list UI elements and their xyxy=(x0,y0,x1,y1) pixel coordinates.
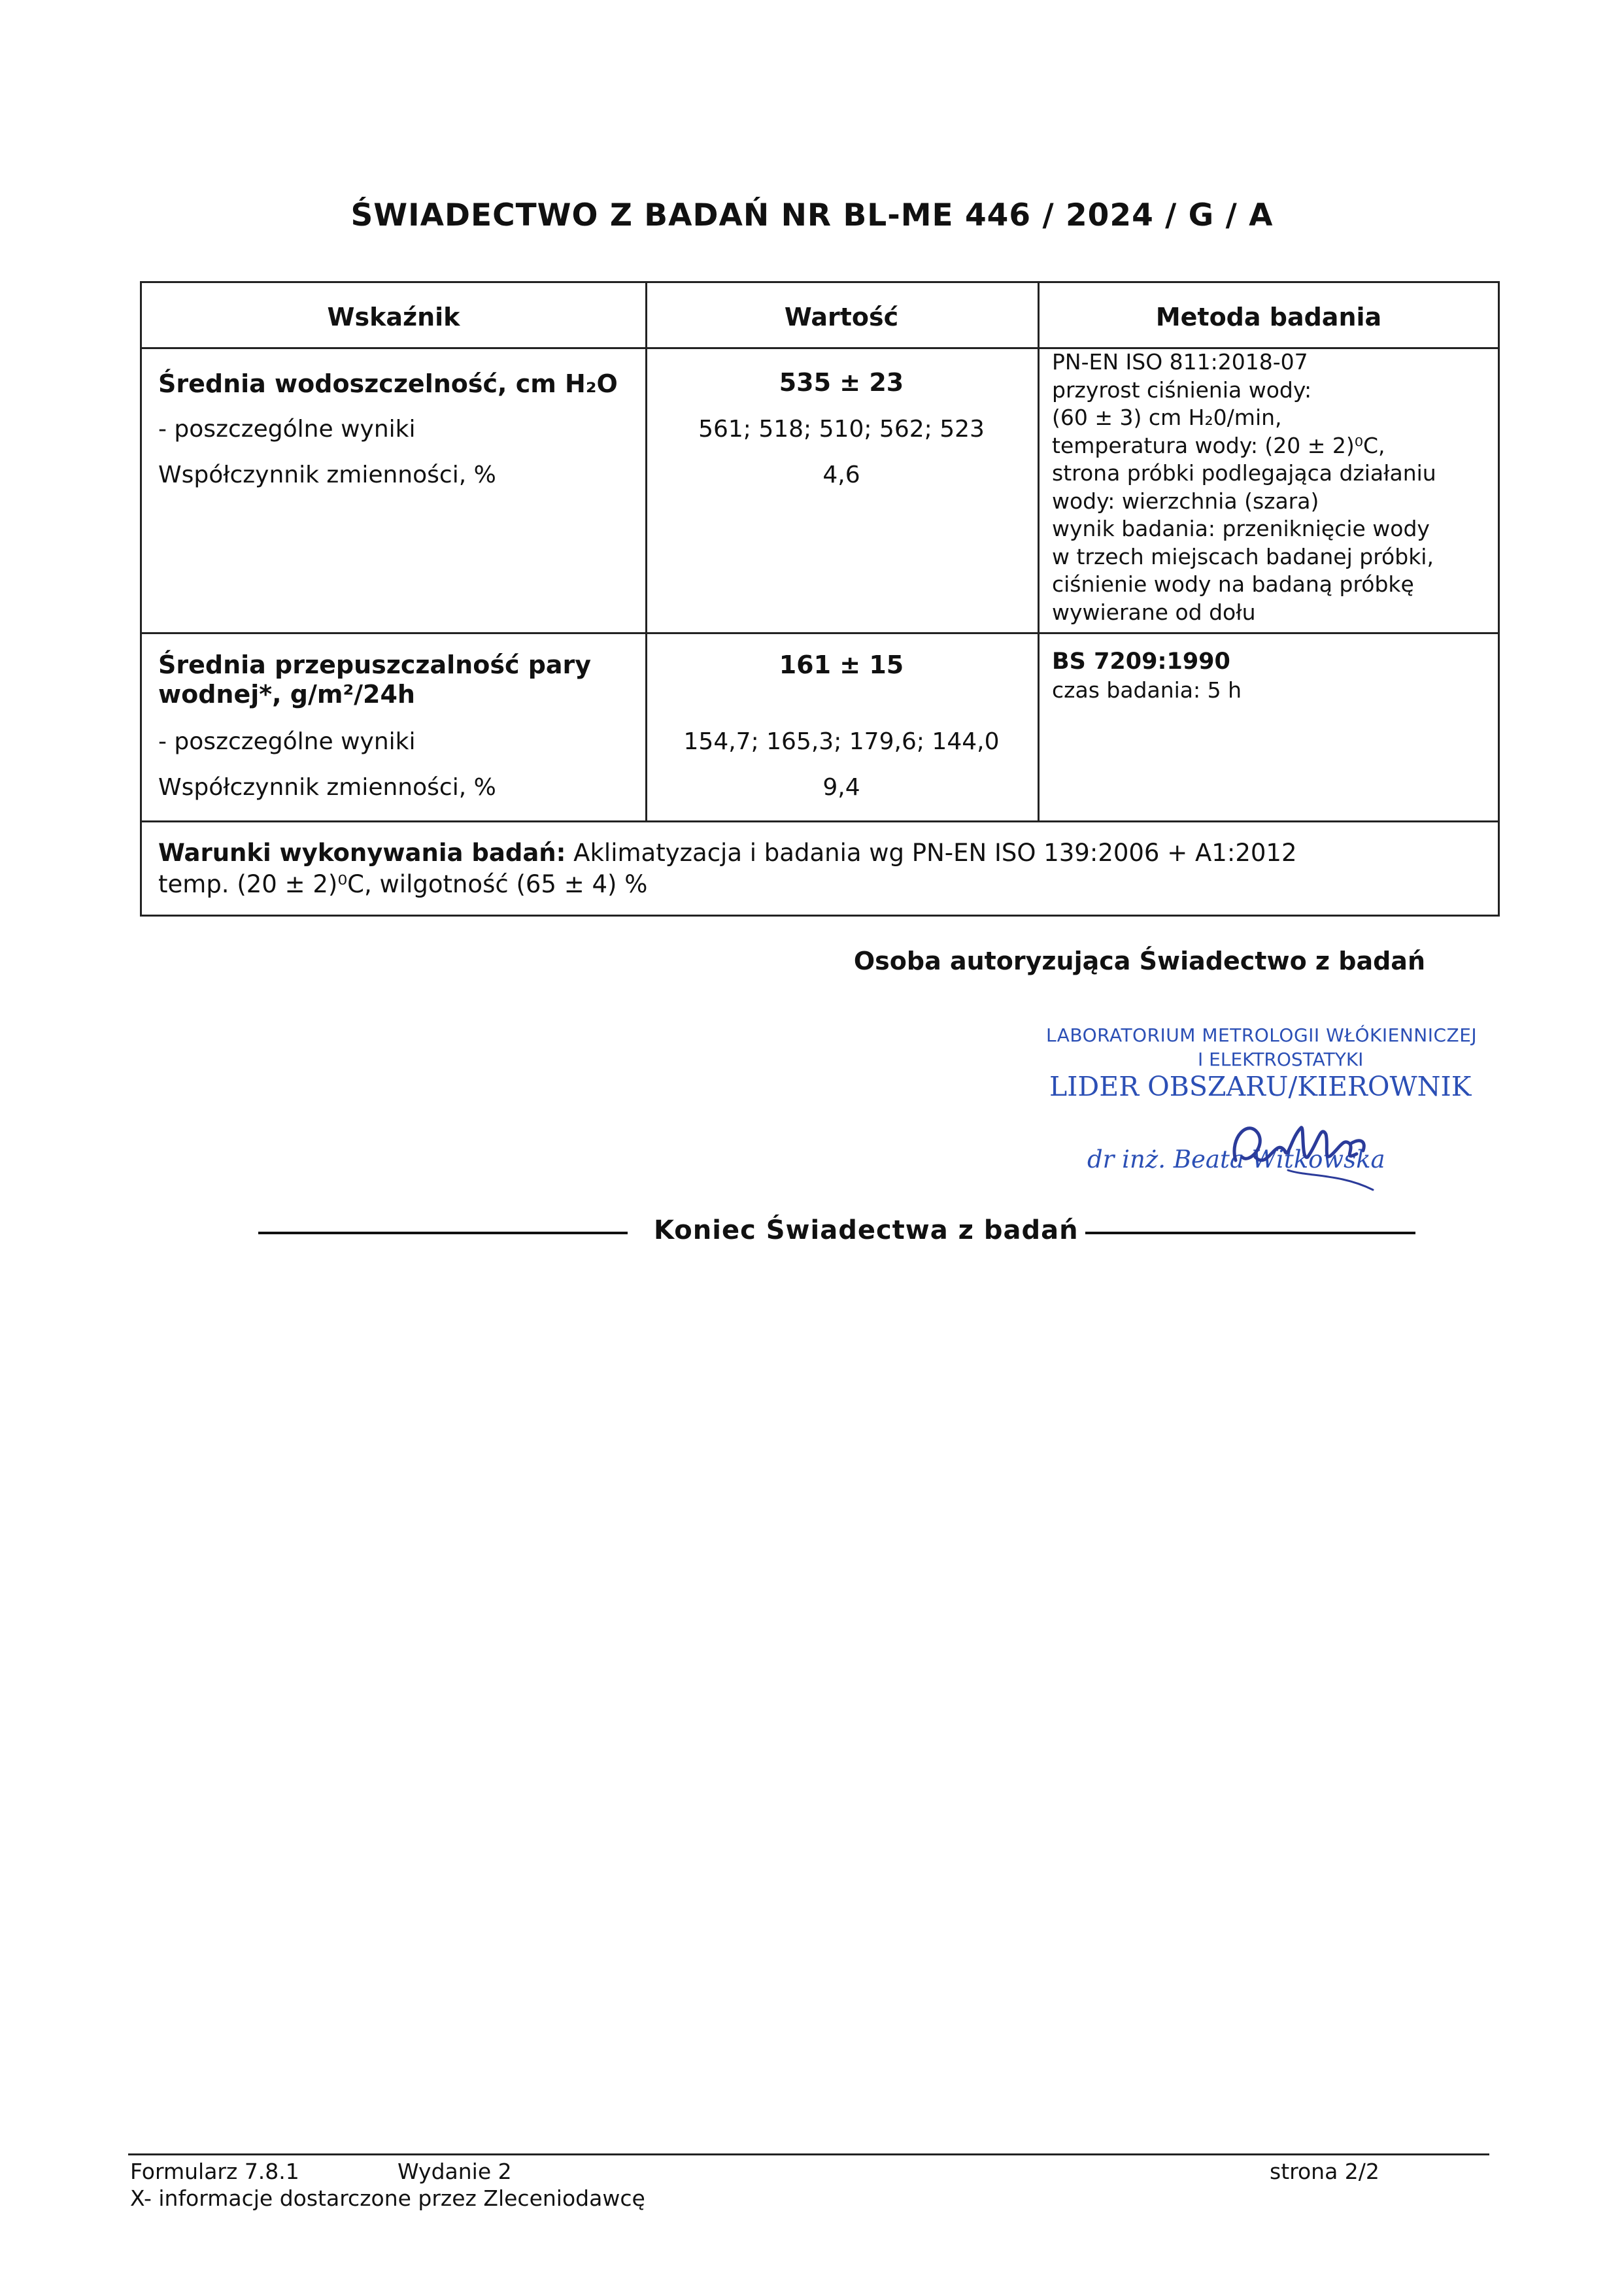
water-resistance-label: Średnia wodoszczelność, cm H₂O xyxy=(158,369,618,398)
water-resistance-cv-label: Współczynnik zmienności, % xyxy=(158,462,496,488)
footer-page-number: strona 2/2 xyxy=(1270,2159,1379,2184)
footer-form-number: Formularz 7.8.1 xyxy=(130,2159,299,2184)
vapour-permeability-results-label: - poszczególne wyniki xyxy=(158,728,416,755)
test-conditions-line1 xyxy=(158,837,1296,869)
method-line: strona próbki podlegająca działaniu xyxy=(1052,460,1436,486)
end-of-certificate: Koniec Świadectwa z badań xyxy=(654,1215,1079,1245)
header-method: Metoda badania xyxy=(1155,303,1382,331)
handwritten-signature xyxy=(1210,1098,1406,1196)
method-line: (60 ± 3) cm H₂0/min, xyxy=(1052,405,1282,430)
footer-rule xyxy=(128,2153,1489,2155)
method-line: PN-EN ISO 811:2018-07 xyxy=(1052,349,1308,375)
method-line: przyrost ciśnienia wody: xyxy=(1052,377,1312,403)
conditions-divider xyxy=(142,820,1498,822)
stamp-signatory-name: dr inż. Beata Witkowska xyxy=(1087,1145,1385,1173)
method-line: wynik badania: przeniknięcie wody xyxy=(1052,516,1430,541)
vapour-permeability-method-standard: BS 7209:1990 xyxy=(1052,649,1230,675)
vapour-permeability-results: 154,7; 165,3; 179,6; 144,0 xyxy=(683,728,1000,755)
test-conditions-text1: Aklimatyzacja i badania wg PN-EN ISO 139:2006 + A1:2012 xyxy=(566,839,1297,867)
water-resistance-mean: 535 ± 23 xyxy=(779,368,904,397)
footer-note: X- informacje dostarczone przez Zleceniodawcę xyxy=(130,2185,645,2211)
vapour-permeability-cv-label: Współczynnik zmienności, % xyxy=(158,774,496,801)
header-indicator: Wskaźnik xyxy=(327,303,460,331)
method-line: ciśnienie wody na badaną próbkę xyxy=(1052,571,1414,597)
water-resistance-results-label: - poszczególne wyniki xyxy=(158,416,416,443)
method-line: wywierane od dołu xyxy=(1052,599,1256,625)
method-line: w trzech miejscach badanej próbki, xyxy=(1052,543,1434,569)
footer-edition: Wydanie 2 xyxy=(398,2159,512,2184)
end-line-right xyxy=(1085,1232,1415,1234)
test-conditions xyxy=(158,837,1296,900)
stamp-position: LIDER OBSZARU/KIEROWNIK xyxy=(1049,1071,1472,1102)
test-conditions-line2: temp. (20 ± 2)⁰C, wilgotność (65 ± 4) % xyxy=(158,870,648,898)
end-line-left xyxy=(258,1232,628,1234)
vapour-permeability-method-time: czas badania: 5 h xyxy=(1052,677,1242,703)
stamp-laboratory-name: LABORATORIUM METROLOGII WŁÓKIENNICZEJ xyxy=(1046,1024,1478,1046)
vapour-permeability-label-line2: wodnej*, g/m²/24h xyxy=(158,680,415,709)
water-resistance-results: 561; 518; 510; 562; 523 xyxy=(698,416,985,443)
water-resistance-cv: 4,6 xyxy=(822,462,860,488)
header-value: Wartość xyxy=(784,303,899,331)
authorizing-person-label: Osoba autoryzująca Świadectwo z badań xyxy=(853,947,1425,975)
vapour-permeability-cv: 9,4 xyxy=(822,774,860,801)
vapour-permeability-label-line1: Średnia przepuszczalność pary xyxy=(158,650,592,679)
results-table xyxy=(140,281,1500,917)
method-line: wody: wierzchnia (szara) xyxy=(1052,488,1319,514)
column-divider-2 xyxy=(1038,283,1040,820)
method-line: temperatura wody: (20 ± 2)⁰C, xyxy=(1052,432,1385,458)
stamp-laboratory-name-2: I ELEKTROSTATYKI xyxy=(1198,1049,1364,1070)
section-divider xyxy=(142,632,1498,634)
vapour-permeability-mean: 161 ± 15 xyxy=(779,650,904,679)
water-resistance-method xyxy=(1052,348,1436,626)
document-title: ŚWIADECTWO Z BADAŃ NR BL-ME 446 / 2024 / G / A xyxy=(350,197,1274,233)
test-conditions-label: Warunki wykonywania badań: xyxy=(158,839,566,867)
